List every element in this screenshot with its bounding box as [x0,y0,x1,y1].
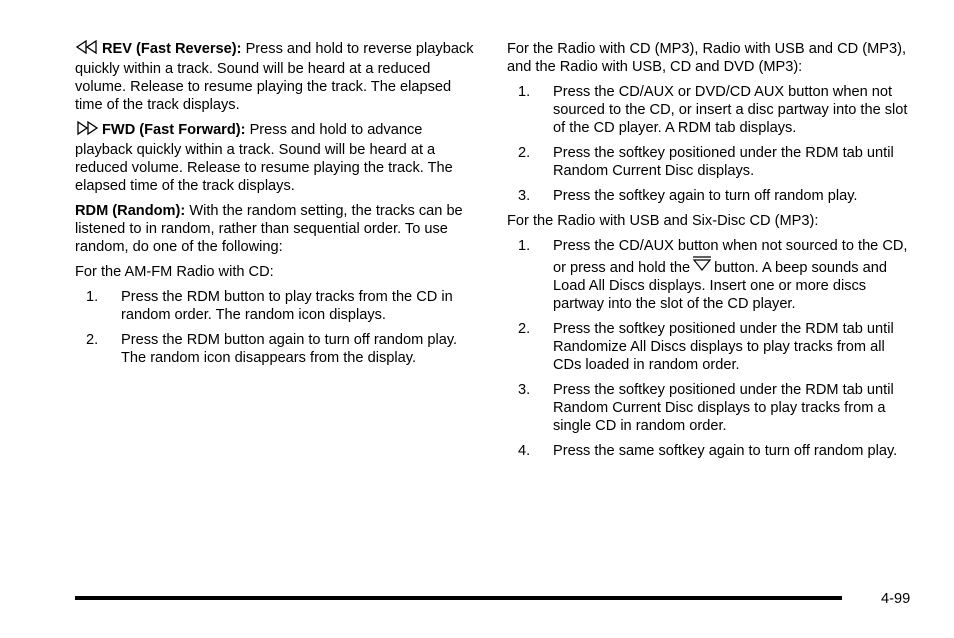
step-number: 1. [86,289,99,305]
list-item [518,442,912,460]
list-item [518,237,912,313]
step-text-before: Press the CD/AUX button when not sourced to the CD, or press and hold the [553,238,908,276]
fwd-paragraph [75,121,480,195]
step-text: Press the softkey positioned under the RDM tab until Random Current Disc displays to play tracks from a single CD in random order. [553,382,894,434]
step-number: 1. [518,238,531,254]
step-text: Press the RDM button again to turn off random play. The random icon disappears from the display. [121,332,458,366]
page-number: 4-99 [881,591,911,607]
sixdisc-intro: For the Radio with USB and Six-Disc CD (MP3): [507,213,819,229]
step-text: Press the RDM button to play tracks from the CD in random order. The random icon displays. [121,289,453,323]
list-item [518,381,912,435]
step-text-after: button. A beep sounds and Load All Discs displays. Insert one or more discs partway into the slot of the CD player. [553,260,887,312]
list-item [86,331,480,367]
step-number: 3. [518,188,531,204]
list-item [86,288,480,324]
right-column [507,40,912,467]
list-item [518,144,912,180]
amfm-steps-list [75,288,480,367]
mp3-steps-list [507,83,912,205]
fast-forward-icon [75,121,99,141]
list-item [518,83,912,137]
rdm-term: RDM (Random): [75,203,186,219]
step-number: 3. [518,382,531,398]
rev-paragraph [75,40,480,114]
rewind-icon [75,40,99,60]
step-text: Press the softkey positioned under the RDM tab until Random Current Disc displays. [553,145,894,179]
step-number: 1. [518,84,531,100]
sixdisc-steps-list [507,237,912,460]
step-text: Press the CD/AUX or DVD/CD AUX button when not sourced to the CD, or insert a disc partway into the slot of the CD player. A RDM tab displays. [553,84,908,136]
rev-text: Press and hold to reverse playback quickly within a track. Sound will be heard at a reduced volume. Release to resume playing the track. The elapsed time of the track displays. [75,41,474,113]
step-number: 2. [518,321,531,337]
step-text: Press the same softkey again to turn off random play. [553,443,898,459]
step-number: 4. [518,443,531,459]
step-text: Press the softkey again to turn off random play. [553,188,858,204]
mp3-intro: For the Radio with CD (MP3), Radio with USB and CD (MP3), and the Radio with USB, CD and DVD (MP3): [507,41,907,75]
list-item [518,320,912,374]
left-column [75,40,480,374]
footer-rule [75,596,842,600]
rev-term: REV (Fast Reverse): [102,41,242,57]
fwd-term: FWD (Fast Forward): [102,122,246,138]
step-number: 2. [86,332,99,348]
amfm-intro: For the AM-FM Radio with CD: [75,264,274,280]
load-icon [692,255,712,277]
list-item [518,187,912,205]
rdm-paragraph [75,202,480,256]
rdm-text: With the random setting, the tracks can be listened to in random, rather than sequential order. To use random, do one of the following: [75,203,463,255]
step-number: 2. [518,145,531,161]
fwd-text: Press and hold to advance playback quickly within a track. Sound will be heard at a reduced volume. Release to resume playing the track. The elapsed time of the track displays. [75,122,453,194]
step-text: Press the softkey positioned under the RDM tab until Randomize All Discs displays to play tracks from all CDs loaded in random order. [553,321,894,373]
